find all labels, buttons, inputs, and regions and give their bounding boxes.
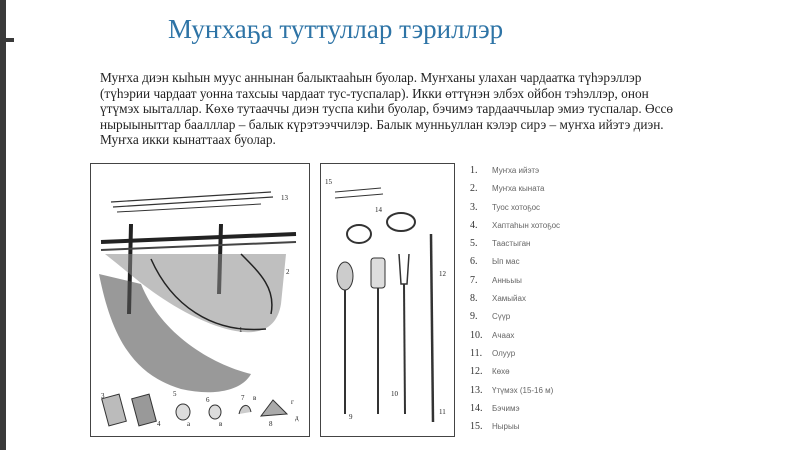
slide-title: Муҥхаҕа туттуллар тэриллэр	[168, 14, 504, 44]
legend-number: 6.	[470, 256, 478, 268]
legend-item	[470, 403, 560, 421]
legend-number: 3.	[470, 201, 478, 213]
legend-item	[470, 330, 560, 348]
legend-number: 1.	[470, 165, 478, 176]
legend-label: Таастыган	[492, 239, 531, 249]
legend-number: 14.	[470, 402, 483, 414]
legend-label: Сүүр	[492, 312, 511, 322]
legend-label: Туос хотоҕос	[492, 202, 541, 212]
fig-label: 7	[241, 394, 245, 402]
legend-label: Көхө	[492, 367, 510, 377]
legend-item	[470, 165, 560, 183]
fig-label: 5	[173, 390, 177, 398]
legend-label: Хаптаһын хотоҕос	[492, 220, 561, 230]
legend-label: Хамыйах	[492, 294, 526, 304]
legend-item	[470, 421, 560, 439]
legend-label: Ып мас	[492, 257, 520, 267]
paragraph-line: нырыыныттар баалллар – балык күрэтээччилэр. Балык мунньуллан кэлэр сирэ – муҥха ийэтэ диэн.	[100, 116, 664, 132]
legend-item	[470, 202, 560, 220]
legend-item	[470, 348, 560, 366]
fig-label: 12	[439, 270, 446, 278]
fig-label: 3	[101, 392, 105, 400]
legend-list	[470, 165, 560, 439]
legend-label: Бэчимэ	[492, 403, 520, 413]
fig-label: 11	[439, 408, 446, 416]
fig-label: 15	[325, 178, 332, 186]
net-illustration	[90, 163, 310, 437]
legend-label: Ачаах	[492, 330, 515, 340]
legend-number: 9.	[470, 311, 478, 323]
paragraph-line: Муҥха икки кынаттаах буолар.	[100, 132, 276, 147]
legend-number: 11.	[470, 347, 483, 359]
legend-label: Үтүмэх (15-16 м)	[492, 385, 554, 395]
legend-label: Олуур	[492, 348, 516, 358]
legend-number: 8.	[470, 293, 478, 305]
net-drawing	[91, 164, 309, 436]
tools-illustration	[320, 163, 455, 437]
legend-item	[470, 238, 560, 256]
legend-item	[470, 366, 560, 384]
body-paragraph	[100, 70, 740, 148]
legend-number: 10.	[470, 329, 483, 341]
fig-label: 8	[269, 420, 273, 428]
paragraph-line: (түһэрии чардаат уонна тахсыы чардаат тус-туспалар). Икки өттүнэн элбэх ойбон тэһэллэр, онон	[100, 85, 649, 101]
fig-label: 13	[281, 194, 288, 202]
legend-item	[470, 220, 560, 238]
fig-label: 9	[349, 413, 353, 421]
left-accent-bar	[0, 0, 6, 450]
fig-label: в	[219, 420, 223, 428]
legend-label: Муҥха ийэтэ	[492, 166, 540, 175]
legend-number: 2.	[470, 183, 478, 195]
paragraph-line: Муҥха диэн кыһын муус аннынан балыктааһын буолар. Муҥханы улахан чардаатка түһэрэллэр	[100, 70, 642, 85]
legend-item	[470, 275, 560, 293]
fig-label: г	[291, 398, 294, 406]
fig-label: 2	[286, 268, 290, 276]
legend-item	[470, 293, 560, 311]
fig-label: 10	[391, 390, 398, 398]
legend-number: 4.	[470, 219, 478, 231]
legend-number: 15.	[470, 421, 483, 433]
legend-label: Нырыы	[492, 422, 520, 432]
fig-label: 6	[206, 396, 210, 404]
paragraph-line: үтүмэх ыыталлар. Көхө тутааччы диэн туспа киһи буолар, бэчимэ тардааччылар эмиэ туспалар. Өссө	[100, 101, 674, 116]
legend-label: Анньыы	[492, 275, 522, 285]
legend-item	[470, 256, 560, 274]
legend-label: Муҥха кыната	[492, 184, 545, 194]
legend-item	[470, 385, 560, 403]
legend-number: 5.	[470, 238, 478, 250]
legend-item	[470, 183, 560, 201]
legend-number: 12.	[470, 366, 483, 378]
fig-label: 1	[239, 326, 243, 334]
accent-tick	[0, 38, 14, 42]
fig-label: в	[253, 394, 257, 402]
fig-label: а	[187, 420, 191, 428]
tools-drawing	[321, 164, 454, 436]
legend-number: 13.	[470, 384, 483, 396]
legend-item	[470, 311, 560, 329]
fig-label: 4	[157, 420, 161, 428]
fig-label: д	[295, 414, 299, 422]
legend-number: 7.	[470, 274, 478, 286]
fig-label: 14	[375, 206, 382, 214]
